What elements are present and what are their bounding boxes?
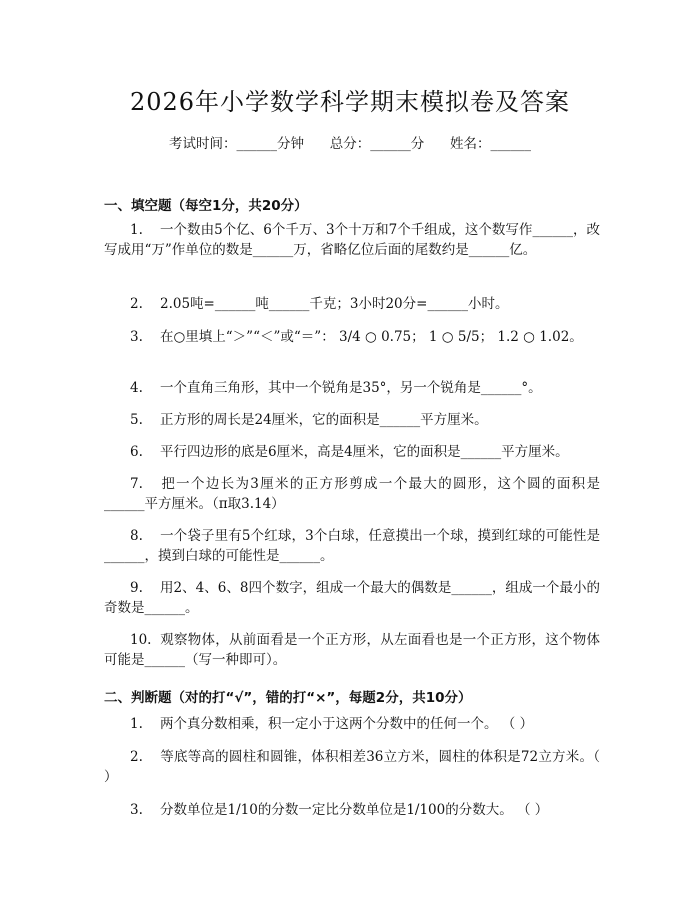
question-text: 一个数由5个亿、6个千万、3个十万和7个千组成，这个数写作______，改写成用“万”作单位的数是______万，省略亿位后面的尾数约是______亿。 [104,222,600,258]
question-text: 正方形的周长是24厘米，它的面积是______平方厘米。 [160,412,488,428]
question-number: 10. [130,632,152,648]
question-1-5 [104,410,600,430]
question-number: 5. [130,412,143,428]
question-text: 两个真分数相乘，积一定小于这两个分数中的任何一个。 （ ） [160,716,534,732]
question-text: 观察物体，从前面看是一个正方形，从左面看也是一个正方形，这个物体可能是______（写一种即可）。 [104,632,600,668]
page-title: 2026年小学数学科学期末模拟卷及答案 [129,88,571,116]
question-number: 1. [130,716,143,732]
question-text: 分数单位是1/10的分数一定比分数单位是1/100的分数大。 （ ） [160,802,549,818]
question-number: 4. [130,380,143,396]
question-number: 2. [130,749,143,765]
question-number: 6. [130,444,143,460]
question-1-4 [104,378,600,398]
question-text: 把一个边长为3厘米的正方形剪成一个最大的圆形，这个圆的面积是______平方厘米。（π取3.14） [104,476,600,512]
question-1-9 [104,578,600,618]
question-1-7 [104,474,600,514]
question-number: 3. [130,329,143,345]
question-number: 3. [130,802,143,818]
question-number: 9. [130,580,143,596]
question-text: 等底等高的圆柱和圆锥，体积相差36立方米，圆柱的体积是72立方米。（ ） [104,749,600,785]
question-text: 一个直角三角形，其中一个锐角是35°，另一个锐角是______°。 [160,380,542,396]
question-number: 8. [130,528,143,544]
question-2-2 [104,747,600,787]
question-text: 在○里填上“＞”“＜”或“＝”： 3/4 ○ 0.75； 1 ○ 5/5； 1.2 ○ 1.02。 [160,329,583,345]
question-1-2 [104,294,600,314]
question-1-1 [104,220,600,260]
question-number: 7. [130,476,143,492]
question-text: 一个袋子里有5个红球，3个白球，任意摸出一个球，摸到红球的可能性是______，摸到白球的可能性是______。 [104,528,600,564]
question-1-3 [104,327,600,347]
exam-info-line: 考试时间：______分钟 总分：______分 姓名：______ [169,136,531,152]
question-text: 用2、4、6、8四个数字，组成一个最大的偶数是______，组成一个最小的奇数是______。 [104,580,600,616]
question-2-1 [104,714,600,734]
section-heading-true-false: 二、判断题（对的打“√”，错的打“×”，每题2分，共10分） [104,690,472,706]
question-1-10 [104,630,600,670]
question-1-6 [104,442,600,462]
question-1-8 [104,526,600,566]
question-text: 平行四边形的底是6厘米，高是4厘米，它的面积是______平方厘米。 [160,444,569,460]
section-heading-fill-in: 一、填空题（每空1分，共20分） [104,198,308,214]
question-text: 2.05吨=______吨______千克；3小时20分=______小时。 [160,296,509,312]
question-number: 1. [130,222,143,238]
question-2-3 [104,800,600,820]
question-number: 2. [130,296,143,312]
